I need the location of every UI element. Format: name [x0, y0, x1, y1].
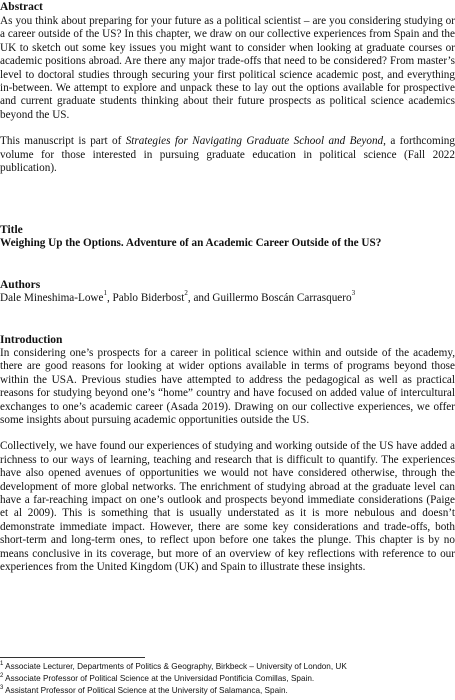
- chapter-title: Weighing Up the Options. Adventure of an Academic Career Outside of the US?: [0, 237, 382, 249]
- footnote-ref-2[interactable]: 2: [184, 289, 188, 298]
- footnote-ref-3[interactable]: 3: [351, 289, 356, 298]
- authors-heading: Authors: [0, 279, 41, 291]
- manuscript-note-prefix: This manuscript is part of: [0, 135, 126, 148]
- book-title: Strategies for Navigating Graduate School and Beyond: [125, 135, 384, 148]
- footnote-3: [0, 686, 455, 696]
- footnote-text: Associate Lecturer, Departments of Politics & Geography, Birkbeck – University of London, UK: [5, 662, 347, 671]
- author-separator: ,: [106, 292, 113, 304]
- footnote-mark: 2: [0, 673, 4, 680]
- footnote-divider: [0, 657, 145, 658]
- footnote-mark: 1: [0, 661, 4, 668]
- footnote-ref-1[interactable]: 1: [103, 289, 107, 298]
- abstract-heading: Abstract: [0, 1, 43, 13]
- abstract-body: As you think about preparing for your future as a political scientist – are you considering studying or a career outside of the US? In this chapter, we draw on our collective experiences from Spain and the UK to sketch out some key issues you might want to consider when looking at graduate courses or academic positions abroad. Are there any major trade-offs that need to be considered? From master’s level to doctoral studies through securing your first political science academic post, and everything in-between. We attempt to explore and unpack these to lay out the options available for prospective and current graduate students thinking about their future prospects as political science academics beyond the US.: [0, 15, 455, 121]
- footnote-mark: 3: [0, 685, 4, 692]
- manuscript-note-suffix: , a forthcoming volume for those interested in pursuing graduate education in political science (Fall 2022 publication).: [0, 135, 455, 175]
- introduction-heading: Introduction: [0, 334, 63, 346]
- title-section: [0, 223, 455, 250]
- author-1: Dale Mineshima-Lowe: [0, 292, 104, 304]
- footnote-text: Associate Professor of Political Science at the Universidad Pontificia Comillas, Spain.: [5, 674, 315, 683]
- introduction-paragraph-1: In considering one’s prospects for a career in political science within and outside of the academy, there are good reasons for looking at wider options available in terms of programs beyond those within the USA. Previous studies have attempted to address the pedagogical as well as practical reasons for studying beyond one’s “home” country and have focused on added value of intercultural exchanges to one’s academic career (Asada 2019). Drawing on our collective experiences, we offer some insights about pursuing academic opportunities outside the US.: [0, 347, 455, 427]
- authors-section: [0, 278, 455, 305]
- footnote-1: [0, 662, 455, 672]
- author-list: [0, 289, 455, 305]
- introduction-section: [0, 333, 455, 575]
- author-3: Guillermo Boscán Carrasquero: [212, 292, 352, 304]
- footnote-text: Assistant Professor of Political Science at the University of Salamanca, Spain.: [5, 686, 288, 695]
- title-heading: Title: [0, 224, 23, 236]
- introduction-paragraph-2: Collectively, we have found our experiences of studying and working outside of the US have added a richness to our ways of learning, teaching and research that is difficult to quantify. The experiences have also opened avenues of opportunities we would not have considered otherwise, through the development of more global networks. The enrichment of studying abroad at the graduate level can have a far-reaching impact on one’s outlook and prospects beyond immediate considerations (Paige et al 2009). This is something that is usually understated as it is more nebulous and doesn’t demonstrate immediate impact. However, there are some key considerations and trade-offs, both short-term and long-term ones, to reflect upon before one takes the plunge. This chapter is by no means conclusive in its coverage, but more of an overview of key reflections with reference to our experiences from the United Kingdom (UK) and Spain to illustrate these insights.: [0, 440, 455, 574]
- author-separator: , and: [187, 292, 213, 304]
- author-2: Pablo Biderbost: [112, 292, 185, 304]
- footnote-2: [0, 674, 455, 684]
- manuscript-note: [0, 135, 455, 175]
- abstract-section: [0, 0, 455, 175]
